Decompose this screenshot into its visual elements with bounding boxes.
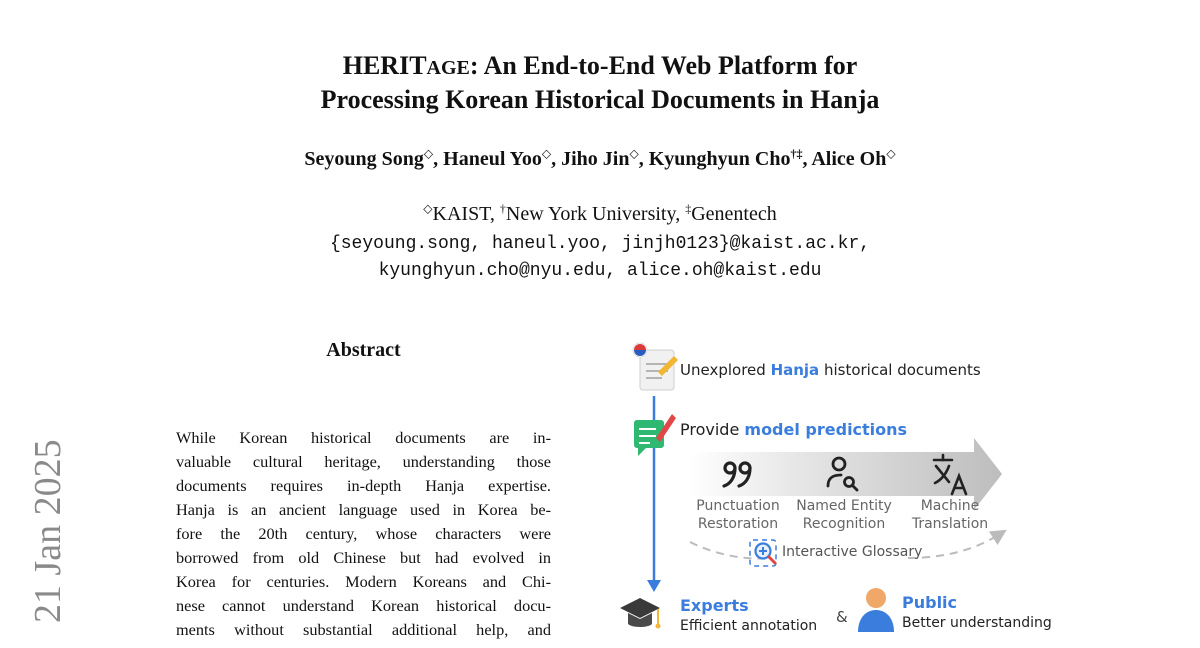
author-mark: ◇ [541, 146, 552, 161]
feature-label: Translation [911, 516, 989, 532]
step-1-text [680, 361, 981, 379]
step-1-highlight: Hanja [770, 361, 820, 379]
affiliations: ◇KAIST, †New York University, ‡Genentech [423, 201, 777, 225]
abstract-heading: Abstract [326, 339, 401, 361]
step-1-suffix: historical documents [819, 361, 981, 379]
feature-label: Machine [920, 498, 980, 514]
author-name: Haneul Yoo [443, 148, 542, 170]
step-2-prefix: Provide [680, 420, 745, 439]
abstract-line: While Korean historical documents are in- [176, 428, 551, 447]
ampersand: & [836, 608, 848, 626]
document-icon [633, 343, 678, 390]
step-2-text [680, 420, 907, 439]
author-name: Alice Oh [811, 148, 887, 170]
affil-mark: ◇ [423, 201, 433, 216]
author-1 [304, 148, 433, 170]
author-name: Jiho Jin [561, 148, 630, 170]
abstract-body [176, 426, 551, 642]
abstract-line: nese cannot understand Korean historical docu- [176, 596, 551, 615]
affil-name: New York University [505, 203, 676, 225]
public-title: Public [902, 593, 958, 612]
author-mark: ◇ [629, 146, 639, 161]
flow-arrowhead [647, 580, 661, 592]
author-name: Kyunghyun Cho [648, 148, 791, 170]
title-line-2: Processing Korean Historical Documents in Hanja [320, 85, 880, 114]
author-4 [649, 148, 803, 170]
abstract-line: Korea for centuries. Modern Koreans and Chi- [176, 572, 551, 591]
arxiv-date-stamp [24, 430, 70, 626]
feature-label: Restoration [697, 516, 779, 532]
feature-label: Punctuation [696, 498, 780, 514]
paper-title [0, 50, 1200, 115]
experts-desc: Efficient annotation [680, 618, 818, 634]
glossary-label: Interactive Glossary [782, 544, 923, 560]
arxiv-date-text: 21 Jan 2025 [27, 439, 69, 623]
magnifier-plus-icon [750, 540, 776, 566]
abstract-line: ments without substantial additional help, and [176, 620, 551, 639]
author-mark: ◇ [886, 146, 896, 161]
public-desc: Better understanding [902, 615, 1052, 631]
title-age-smallcaps: AGE [426, 57, 470, 79]
author-name: Seyoung Song [304, 148, 424, 170]
affil-name: Genentech [691, 203, 777, 225]
abstract-line: borrowed from old Chinese but had evolved in [176, 548, 551, 567]
affil-mark: ‡ [685, 201, 692, 216]
abstract-line: fore the 20th century, whose characters were [176, 524, 551, 543]
affil-mark: † [499, 201, 506, 216]
feature-translation [900, 497, 1000, 533]
public-block [902, 593, 1052, 633]
step-2-highlight: model predictions [744, 420, 908, 439]
abstract-line: Hanja is an ancient language used in Korea be- [176, 500, 551, 519]
experts-block [680, 596, 817, 636]
author-5 [811, 148, 895, 170]
title-herit: HERIT [342, 51, 427, 80]
author-2 [443, 148, 551, 170]
experts-title: Experts [680, 596, 749, 615]
title-line-1 [0, 50, 1200, 84]
feature-punctuation [684, 497, 792, 533]
feature-label: Recognition [802, 516, 886, 532]
abstract-line: documents requires in-depth Hanja expertise. [176, 476, 551, 495]
abstract-line: valuable cultural heritage, understanding those [176, 452, 551, 471]
email-line-1: {seyoung.song, haneul.yoo, jinjh0123}@kaist.ac.kr, [329, 234, 871, 254]
author-list: Seyoung Song◇, Haneul Yoo◇, Jiho Jin◇, Kyunghyun Cho†‡, Alice Oh◇ [304, 146, 896, 170]
overview-figure [618, 334, 1052, 648]
feature-ner [790, 497, 898, 533]
person-icon [858, 588, 894, 632]
author-mark: †‡ [790, 146, 803, 161]
title-rest: : An End-to-End Web Platform for [469, 51, 858, 80]
author-mark: ◇ [423, 146, 434, 161]
email-line-2: kyunghyun.cho@nyu.edu, alice.oh@kaist.edu [378, 261, 822, 281]
graduation-cap-icon [620, 598, 661, 629]
feature-label: Named Entity [796, 498, 892, 514]
affil-name: KAIST [432, 203, 490, 225]
author-3 [561, 148, 639, 170]
step-1-prefix: Unexplored [680, 361, 771, 379]
